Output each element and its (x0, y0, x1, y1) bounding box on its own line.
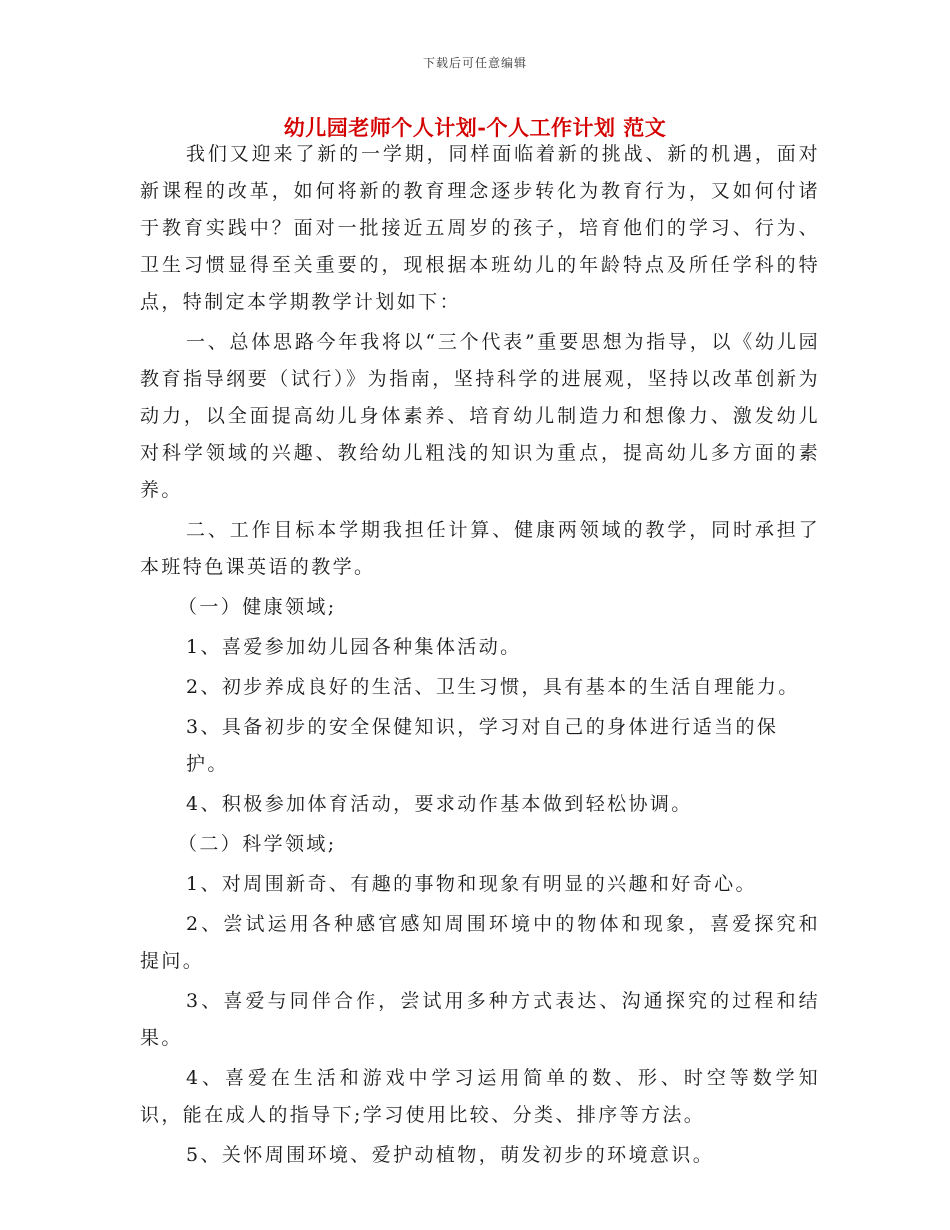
science-item: 4、喜爱在生活和游戏中学习运用简单的数、形、时空等数学知识，能在成人的指导下;学习使用比较、分类、排序等方法。 (140, 1067, 820, 1126)
document-body (140, 136, 820, 1177)
science-item: 2、尝试运用各种感官感知周围环境中的物体和现象，喜爱探究和提问。 (140, 913, 820, 972)
health-item: 3、具备初步的安全保健知识，学习对自己的身体进行适当的保护。 (186, 716, 779, 775)
science-item: 3、喜爱与同伴合作，尝试用多种方式表达、沟通探究的过程和结果。 (140, 990, 820, 1049)
header-note: 下载后可任意编辑 (422, 56, 527, 70)
health-item: 2、初步养成良好的生活、卫生习惯，具有基本的生活自理能力。 (186, 676, 800, 698)
science-item: 1、对周围新奇、有趣的事物和现象有明显的兴趣和好奇心。 (186, 873, 757, 895)
section-work-goals: 二、工作目标本学期我担任计算、健康两领域的教学，同时承担了本班特色课英语的教学。 (140, 519, 820, 578)
section-overall-approach: 一、总体思路今年我将以“三个代表”重要思想为指导，以《幼儿园教育指导纲要（试行）》为指南，坚持科学的进展观，坚持以改革创新为动力，以全面提高幼儿身体素养、培育幼儿制造力和想像力、激发幼儿对科学领域的兴趣、教给幼儿粗浅的知识为重点，提高幼儿多方面的素养。 (140, 331, 820, 501)
science-item: 5、关怀周围环境、爱护动植物，萌发初步的环境意识。 (186, 1144, 715, 1166)
health-item: 4、积极参加体育活动，要求动作基本做到轻松协调。 (186, 793, 693, 815)
science-heading: （二）科学领域; (178, 833, 337, 855)
document-title: 幼儿园老师个人计划-个人工作计划 范文 (283, 115, 667, 140)
intro-paragraph: 我们又迎来了新的一学期，同样面临着新的挑战、新的机遇，面对新课程的改革，如何将新的教育理念逐步转化为教育行为，又如何付诸于教育实践中？面对一批接近五周岁的孩子，培育他们的学习、行为、卫生习惯显得至关重要的，现根据本班幼儿的年龄特点及所任学科的特点，特制定本学期教学计划如下： (140, 143, 820, 313)
health-item: 1、喜爱参加幼儿园各种集体活动。 (186, 636, 522, 658)
health-heading: （一）健康领域; (178, 596, 337, 618)
